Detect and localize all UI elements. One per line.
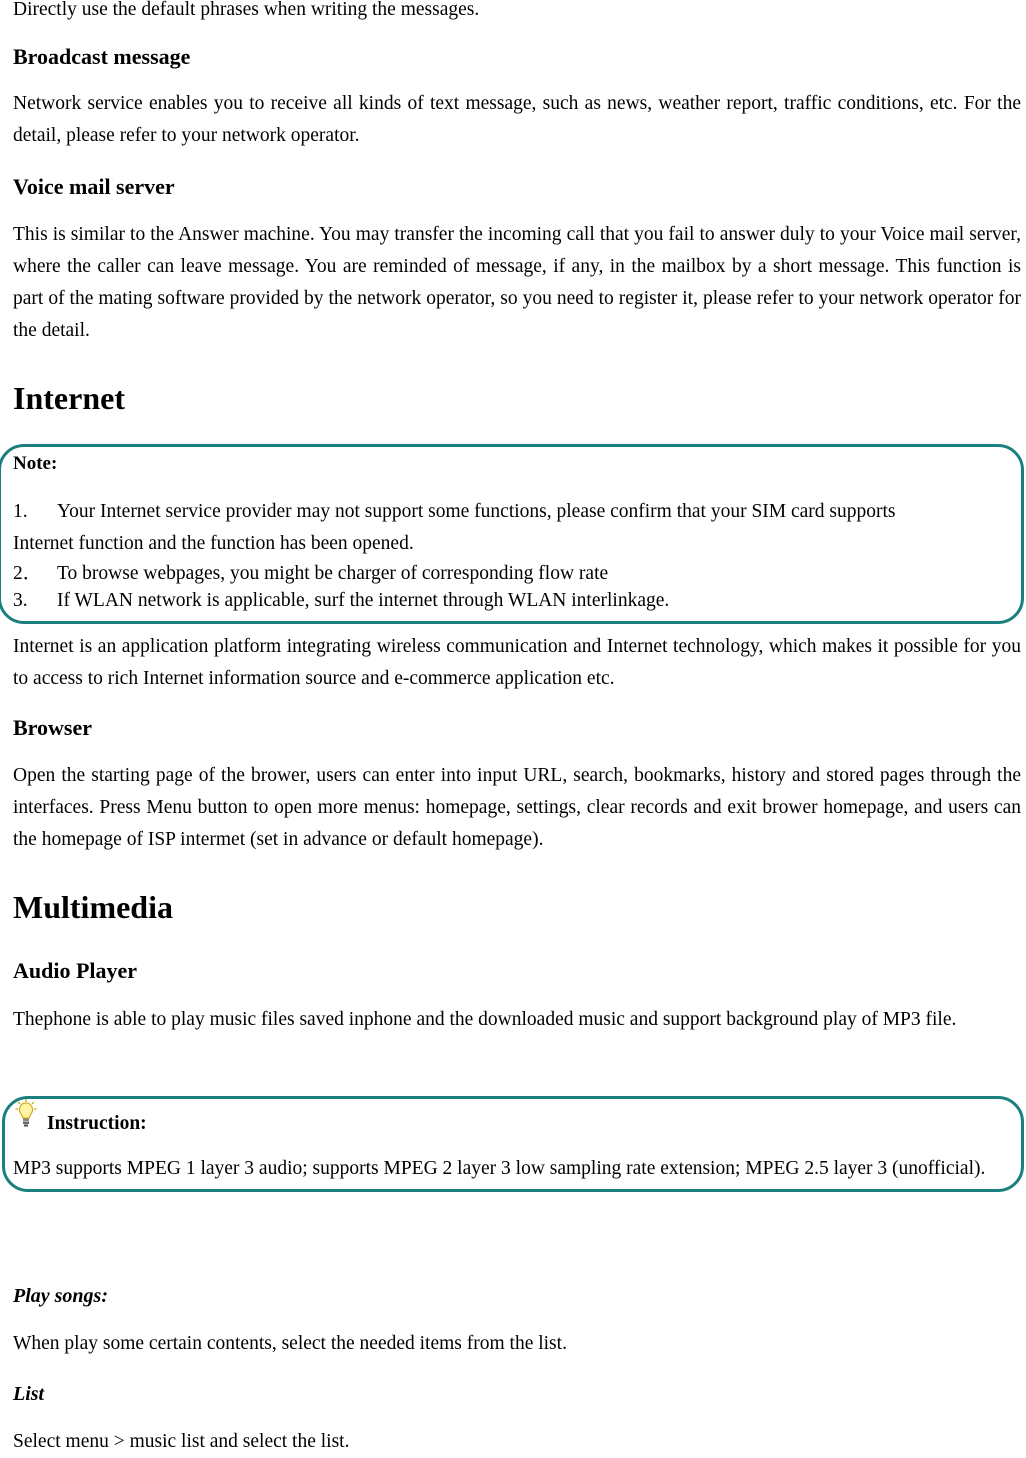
broadcast-heading: Broadcast message [13,44,191,69]
internet-heading: Internet [13,380,125,416]
broadcast-body: Network service enables you to receive all kinds of text message, such as news, weather report, traffic conditions, etc. For the detail, please refer to your network operator. [13,93,1021,146]
play-songs-heading: Play songs: [13,1285,108,1307]
intro-text: Directly use the default phrases when writing the messages. [13,0,480,20]
note-item-2 [13,560,608,588]
instruction-body: MP3 supports MPEG 1 layer 3 audio; supports MPEG 2 layer 3 low sampling rate extension; MPEG 2.5 layer 3 (unofficial). [13,1158,986,1179]
note-item-3 [13,587,669,615]
note-item-2-number: 2． [13,563,43,584]
note-item-3-number: 3. [13,590,28,611]
note-item-1-continued: Internet function and the function has been opened. [13,533,414,554]
list-body: Select menu > music list and select the list. [13,1431,350,1452]
audio-heading: Audio Player [13,958,138,983]
internet-body: Internet is an application platform integrating wireless communication and Internet technology, which makes it possible for you to access to rich Internet information source and e-commerce application etc. [13,636,1021,689]
lightbulb-icon [15,1098,37,1128]
note-item-1-text: Your Internet service provider may not support some functions, please confirm that your SIM card supports [57,501,896,522]
browser-body: Open the starting page of the brower, users can enter into input URL, search, bookmarks, history and stored pages through the interfaces. Press Menu button to open more menus: homepage, settings, clear records and exit brower homepage, and users can the homepage of ISP intermet (set in advance or default homepage). [13,765,1021,850]
note-item-2-text: To browse webpages, you might be charger of corresponding flow rate [57,563,609,584]
note-label: Note: [13,453,58,474]
audio-body: Thephone is able to play music files saved inphone and the downloaded music and support background play of MP3 file. [13,1009,957,1030]
instruction-label: Instruction: [47,1113,147,1134]
voicemail-body: This is similar to the Answer machine. You may transfer the incoming call that you fail to answer duly to your Voice mail server, where the caller can leave message. You are reminded of message, if any, in the mailbox by a short message. This function is part of the mating software provided by the network operator, so you need to register it, please refer to your network operator for the detail. [13,224,1021,341]
browser-heading: Browser [13,715,93,740]
note-item-1 [13,498,1021,526]
note-item-3-text: If WLAN network is applicable, surf the internet through WLAN interlinkage. [57,590,670,611]
multimedia-heading: Multimedia [13,889,173,925]
list-heading: List [13,1383,45,1405]
play-songs-body: When play some certain contents, select the needed items from the list. [13,1333,567,1354]
voicemail-heading: Voice mail server [13,174,175,199]
note-item-1-number: 1. [13,501,28,522]
